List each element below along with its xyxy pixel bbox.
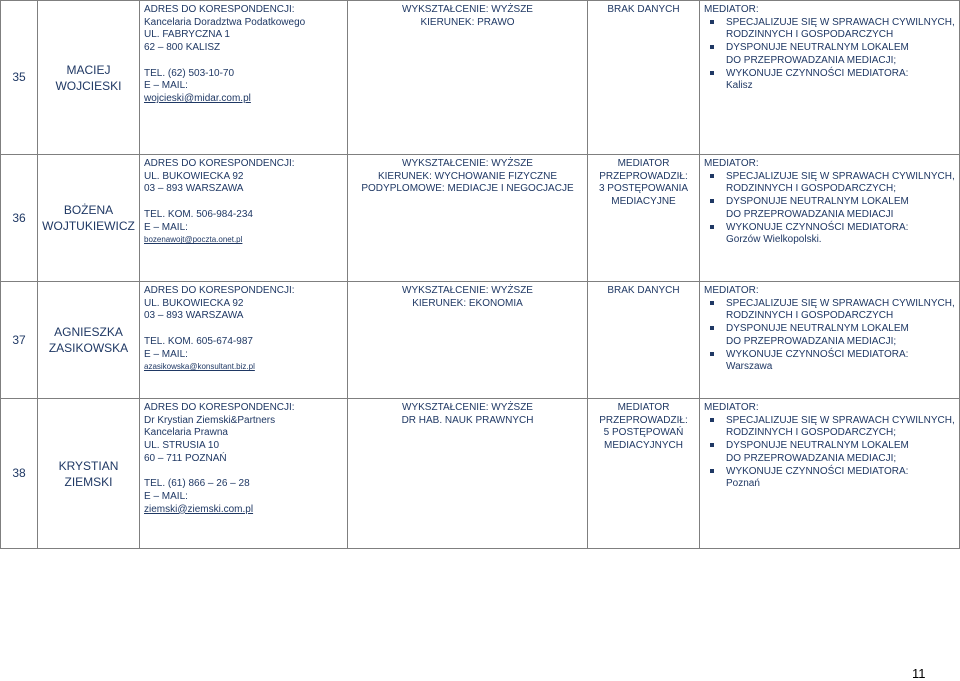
email-label: E – MAIL: — [144, 80, 188, 92]
mediator-bullet-item: DYSPONUJE NEUTRALNYM LOKALEM — [704, 42, 955, 55]
table-body — [1, 1, 960, 549]
mediator-name — [38, 1, 140, 155]
square-bullet-icon — [710, 301, 714, 305]
address-label: ADRES DO KORESPONDENCJI: — [144, 158, 295, 169]
mediator-bullet-item: SPECJALIZUJE SIĘ W SPRAWACH CYWILNYCH, — [704, 171, 955, 184]
address-line: Kancelaria Prawna — [144, 427, 228, 439]
education-line: WYKSZTAŁCENIE: WYŻSZE — [402, 158, 533, 169]
education-cell — [348, 399, 588, 549]
email-link[interactable]: ziemski@ziemski.com.pl — [144, 503, 254, 515]
table-row — [1, 282, 960, 399]
proceedings-cell — [588, 282, 700, 399]
square-bullet-icon — [710, 326, 714, 330]
square-bullet-icon — [710, 469, 714, 473]
name-line: AGNIESZKA — [54, 325, 123, 339]
education-line: PODYPLOMOWE: MEDIACJE I NEGOCJACJE — [361, 183, 574, 195]
proceedings-line: MEDIACYJNE — [611, 196, 676, 208]
email-link[interactable]: azasikowska@konsultant.biz.pl — [144, 362, 255, 372]
email-label: E – MAIL: — [144, 490, 188, 502]
name-line: BOŻENA — [63, 203, 114, 217]
mediator-name — [38, 282, 140, 399]
mediator-bullet-item: WYKONUJE CZYNNOŚCI MEDIATORA: — [704, 466, 955, 479]
mediator-item-continuation: Kalisz — [726, 80, 753, 92]
address-line: Dr Krystian Ziemski&Partners — [144, 414, 276, 426]
proceedings-line: 3 POSTĘPOWANIA — [598, 183, 689, 195]
education-cell — [348, 1, 588, 155]
mediator-item-continuation: Poznań — [726, 478, 760, 490]
square-bullet-icon — [710, 20, 714, 24]
proceedings-cell — [588, 155, 700, 282]
mediator-item-continuation: RODZINNYCH I GOSPODARCZYCH — [726, 29, 894, 41]
mediator-bullet-item: DYSPONUJE NEUTRALNYM LOKALEM — [704, 440, 955, 453]
address-line: UL. FABRYCZNA 1 — [144, 29, 230, 41]
address-line: 60 – 711 POZNAŃ — [144, 452, 227, 464]
name-line: MACIEJ — [66, 62, 111, 77]
education-line: KIERUNEK: EKONOMIA — [412, 297, 523, 309]
email-label: E – MAIL: — [144, 221, 188, 233]
mediator-cell — [700, 399, 960, 549]
education-line: DR HAB. NAUK PRAWNYCH — [401, 414, 534, 426]
row-number: 38 — [1, 399, 38, 549]
email-link[interactable]: wojcieski@midar.com.pl — [144, 92, 251, 104]
address-label: ADRES DO KORESPONDENCJI: — [144, 285, 295, 296]
name-line: WOJTUKIEWICZ — [42, 219, 135, 233]
address-cell — [140, 1, 348, 155]
address-cell — [140, 399, 348, 549]
proceedings-line: PRZEPROWADZIŁ: — [599, 170, 688, 182]
email-link[interactable]: bozenawojt@poczta.onet.pl — [144, 235, 243, 245]
education-line: KIERUNEK: WYCHOWANIE FIZYCZNE — [377, 170, 558, 182]
square-bullet-icon — [710, 199, 714, 203]
address-line: Kancelaria Doradztwa Podatkowego — [144, 16, 306, 28]
education-cell — [348, 282, 588, 399]
mediator-label: MEDIATOR: — [704, 158, 759, 169]
row-number: 35 — [1, 1, 38, 155]
address-line: UL. STRUSIA 10 — [144, 440, 220, 452]
proceedings-cell — [588, 399, 700, 549]
page-number: 11 — [912, 666, 926, 681]
mediator-item-continuation: DO PRZEPROWADZANIA MEDIACJI; — [726, 452, 897, 464]
mediator-bullet-item: WYKONUJE CZYNNOŚCI MEDIATORA: — [704, 222, 955, 235]
mediator-item-continuation: DO PRZEPROWADZANIA MEDIACJI — [726, 208, 894, 220]
row-number: 36 — [1, 155, 38, 282]
mediator-label: MEDIATOR: — [704, 402, 759, 413]
mediator-bullet-item: WYKONUJE CZYNNOŚCI MEDIATORA: — [704, 68, 955, 81]
address-label: ADRES DO KORESPONDENCJI: — [144, 4, 295, 15]
education-line: WYKSZTAŁCENIE: WYŻSZE — [402, 4, 533, 15]
proceedings-line: PRZEPROWADZIŁ: — [599, 414, 688, 426]
address-line: UL. BUKOWIECKA 92 — [144, 297, 244, 309]
mediator-item-continuation: RODZINNYCH I GOSPODARCZYCH — [726, 310, 894, 322]
square-bullet-icon — [710, 174, 714, 178]
education-line: KIERUNEK: PRAWO — [420, 16, 515, 28]
mediator-cell — [700, 155, 960, 282]
mediator-bullet-item: SPECJALIZUJE SIĘ W SPRAWACH CYWILNYCH, — [704, 17, 955, 30]
address-line: 62 – 800 KALISZ — [144, 42, 221, 54]
square-bullet-icon — [710, 45, 714, 49]
mediator-name — [38, 399, 140, 549]
mediator-label: MEDIATOR: — [704, 285, 759, 296]
mediator-item-continuation: DO PRZEPROWADZANIA MEDIACJI; — [726, 335, 897, 347]
table-row — [1, 1, 960, 155]
address-line: UL. BUKOWIECKA 92 — [144, 170, 244, 182]
square-bullet-icon — [710, 418, 714, 422]
proceedings-line: MEDIATOR — [617, 402, 670, 413]
education-line: WYKSZTAŁCENIE: WYŻSZE — [402, 402, 533, 413]
mediator-item-continuation: RODZINNYCH I GOSPODARCZYCH; — [726, 183, 897, 195]
mediator-bullet-item: WYKONUJE CZYNNOŚCI MEDIATORA: — [704, 349, 955, 362]
square-bullet-icon — [710, 225, 714, 229]
address-cell — [140, 155, 348, 282]
education-line: WYKSZTAŁCENIE: WYŻSZE — [402, 285, 533, 296]
mediator-item-continuation: Warszawa — [726, 361, 773, 373]
row-number: 37 — [1, 282, 38, 399]
proceedings-line: 5 POSTĘPOWAŃ — [603, 427, 684, 439]
mediator-cell — [700, 1, 960, 155]
phone: TEL. KOM. 605-674-987 — [144, 335, 253, 347]
name-line: WOJCIESKI — [55, 78, 122, 93]
address-cell — [140, 282, 348, 399]
mediator-bullet-item: SPECJALIZUJE SIĘ W SPRAWACH CYWILNYCH, — [704, 298, 955, 311]
email-label: E – MAIL: — [144, 348, 188, 360]
proceedings-line: MEDIATOR — [617, 158, 670, 169]
phone: TEL. KOM. 506-984-234 — [144, 208, 253, 220]
address-line: 03 – 893 WARSZAWA — [144, 310, 244, 322]
mediator-item-continuation: RODZINNYCH I GOSPODARCZYCH; — [726, 427, 897, 439]
name-line: KRYSTIAN — [58, 458, 119, 473]
proceedings-line: BRAK DANYCH — [607, 4, 680, 15]
phone: TEL. (61) 866 – 26 – 28 — [144, 478, 250, 490]
mediator-bullet-item: DYSPONUJE NEUTRALNYM LOKALEM — [704, 196, 955, 209]
mediator-label: MEDIATOR: — [704, 4, 759, 15]
mediator-item-continuation: Gorzów Wielkopolski. — [726, 234, 822, 246]
education-cell — [348, 155, 588, 282]
address-line: 03 – 893 WARSZAWA — [144, 183, 244, 195]
table-row — [1, 155, 960, 282]
proceedings-line: BRAK DANYCH — [607, 285, 680, 296]
mediator-bullet-item: DYSPONUJE NEUTRALNYM LOKALEM — [704, 323, 955, 336]
square-bullet-icon — [710, 352, 714, 356]
mediator-cell — [700, 282, 960, 399]
mediator-item-continuation: DO PRZEPROWADZANIA MEDIACJI; — [726, 54, 897, 66]
name-line: ZASIKOWSKA — [48, 341, 129, 355]
square-bullet-icon — [710, 443, 714, 447]
table-row — [1, 399, 960, 549]
phone: TEL. (62) 503-10-70 — [144, 67, 235, 79]
name-line: ZIEMSKI — [64, 474, 113, 489]
mediator-name — [38, 155, 140, 282]
mediator-bullet-item: SPECJALIZUJE SIĘ W SPRAWACH CYWILNYCH, — [704, 415, 955, 428]
proceedings-cell — [588, 1, 700, 155]
address-label: ADRES DO KORESPONDENCJI: — [144, 402, 295, 413]
proceedings-line: MEDIACYJNYCH — [604, 440, 683, 452]
square-bullet-icon — [710, 71, 714, 75]
